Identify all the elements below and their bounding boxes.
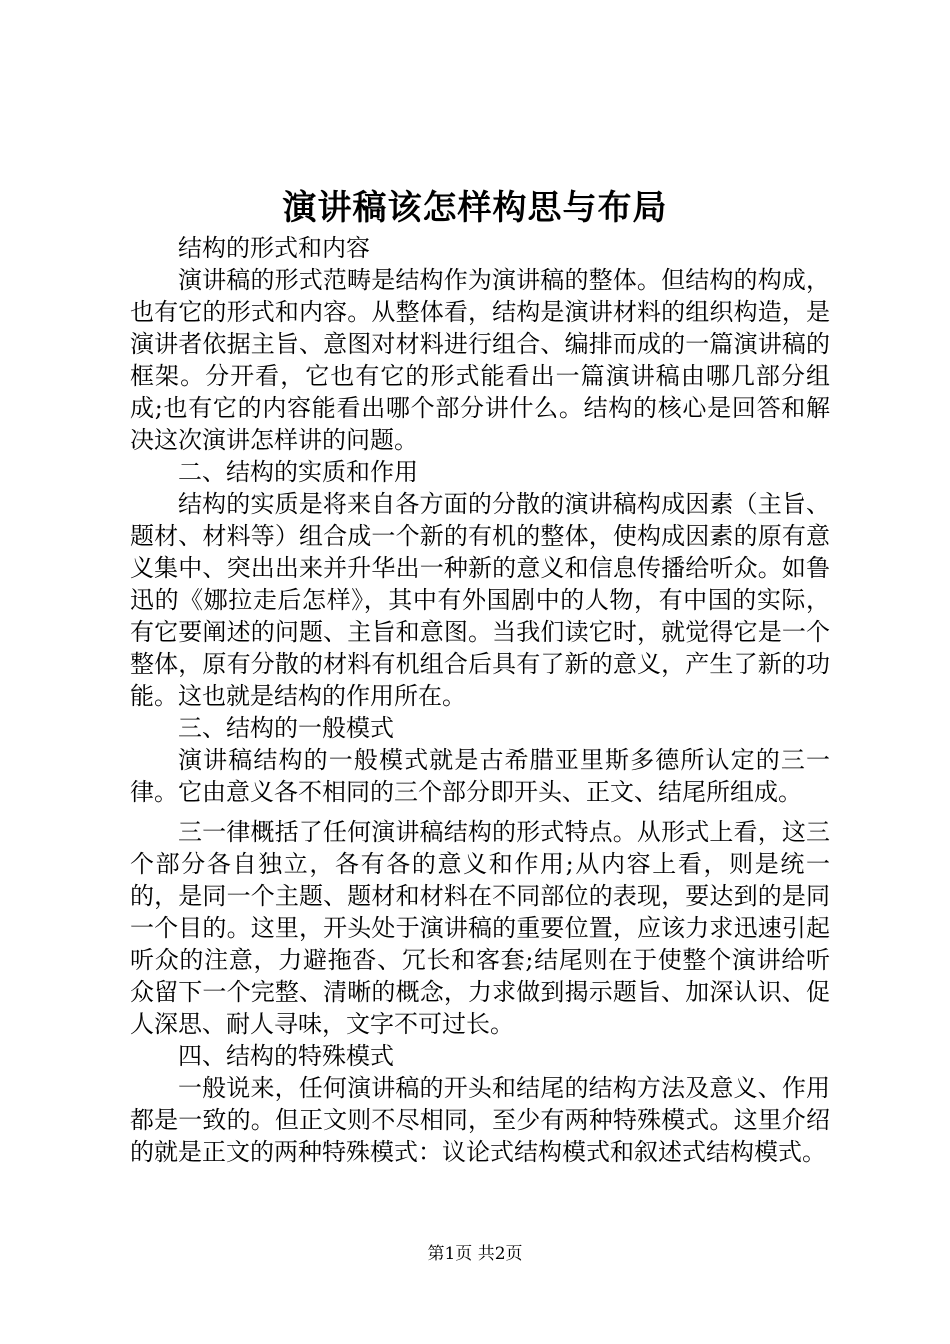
paragraph-essence-function: 结构的实质是将来自各方面的分散的演讲稿构成因素（主旨、题材、材料等）组合成一个新的有机的整体，使构成因素的原有意义集中、突出出来并升华出一种新的意义和信息传播给听众。如鲁迅的《娜拉走后怎样》，其中有外国剧中的人物，有中国的实际，有它要阐述的问题、主旨和意图。当我们读它时，就觉得它是一个整体，原有分散的材料有机组合后具有了新的意义，产生了新的功能。这也就是结构的作用所在。 [130, 490, 830, 710]
paragraph-general-pattern: 演讲稿结构的一般模式就是古希腊亚里斯多德所认定的三一律。它由意义各不相同的三个部分即开头、正文、结尾所组成。 [130, 746, 830, 806]
document-body [130, 232, 830, 1168]
paragraph-special-pattern: 一般说来，任何演讲稿的开头和结尾的结构方法及意义、作用都是一致的。但正文则不尽相同，至少有两种特殊模式。这里介绍的就是正文的两种特殊模式：议论式结构模式和叙述式结构模式。 [130, 1074, 830, 1166]
document-title: 演讲稿该怎样构思与布局 [282, 188, 668, 228]
section-heading-special-pattern: 四、结构的特殊模式 [178, 1042, 394, 1070]
paragraph-three-unities: 三一律概括了任何演讲稿结构的形式特点。从形式上看，这三个部分各自独立，各有各的意义和作用;从内容上看，则是统一的，是同一个主题、题材和材料在不同部位的表现，要达到的是同一个目的。这里，开头处于演讲稿的重要位置，应该力求迅速引起听众的注意，力避拖沓、冗长和客套;结尾则在于使整个演讲给听众留下一个完整、清晰的概念，力求做到揭示题旨、加深认识、促人深思、耐人寻味，文字不可过长。 [130, 818, 830, 1038]
section-heading-form-content: 结构的形式和内容 [178, 234, 370, 262]
paragraph-form-content: 演讲稿的形式范畴是结构作为演讲稿的整体。但结构的构成，也有它的形式和内容。从整体看，结构是演讲材料的组织构造，是演讲者依据主旨、意图对材料进行组合、编排而成的一篇演讲稿的框架。分开看，它也有它的形式能看出一篇演讲稿由哪几部分组成;也有它的内容能看出哪个部分讲什么。结构的核心是回答和解决这次演讲怎样讲的问题。 [130, 266, 830, 454]
section-heading-essence-function: 二、结构的实质和作用 [178, 458, 418, 486]
page-footer: 第1页 共2页 [427, 1244, 523, 1264]
section-heading-general-pattern: 三、结构的一般模式 [178, 714, 394, 742]
